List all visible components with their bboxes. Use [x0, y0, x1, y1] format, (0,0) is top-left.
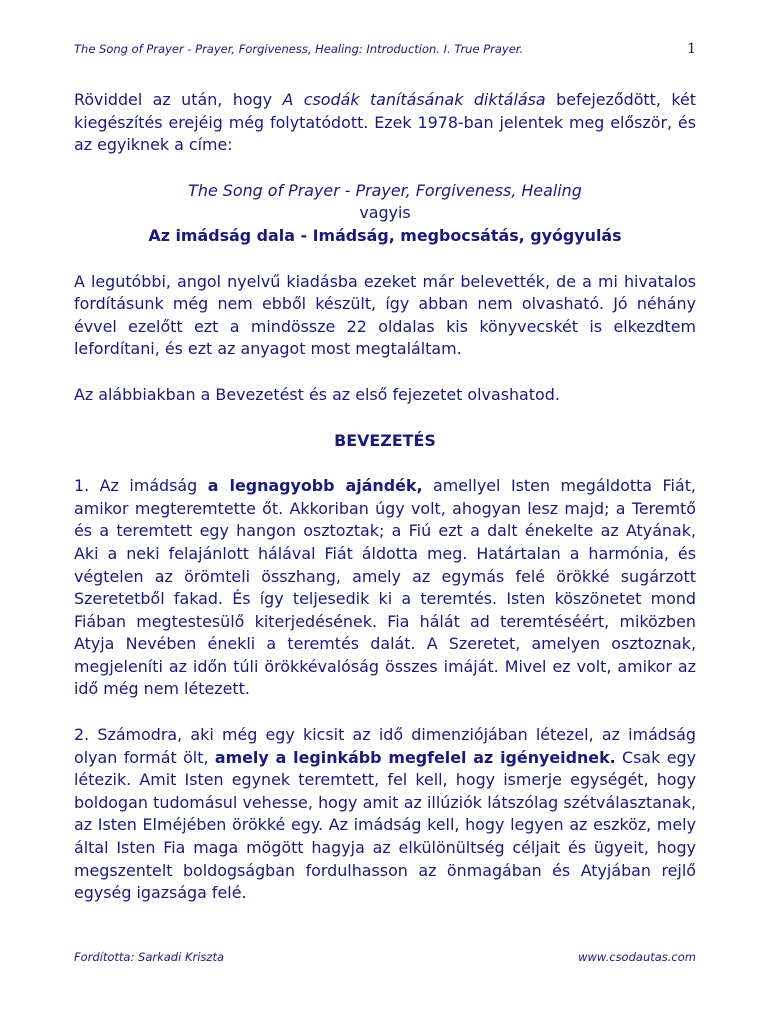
section-paragraph-1: [74, 475, 696, 701]
footer-website: www.csodautas.com: [578, 950, 696, 964]
intro-p1-italic-title: A csodák tanításának diktálása: [282, 90, 546, 109]
para2-text-a: 2. Számodra, aki még egy kicsit az idő dimenziójában létezel, az imádság olyan formát ölt,: [74, 725, 696, 767]
para1-text-b: amellyel Isten megáldotta Fiát, amikor megteremtette őt. Akkoriban úgy volt, ahogyan lesz majd; a Teremtő és a teremtett egy hangon osztoztak; a Fiú ezt a dalt énekelte az Atyának, Aki a neki felajánlott hálával Fiát áldotta meg. Határtalan a harmónia, és végtelen az örömteli összhang, amely az egymás felé örökké sugárzott Szeretetből fakad. És így teljesedik ki a teremtés. Isten köszönetet mond Fiában megtestesülő kiterjedésének. Fia hálát ad teremtéséért, miközben Atyja Nevében énekli a teremtés dalát. A Szeretet, amelyen osztoznak, megjeleníti az időn túli örökkévalóság összes imáját. Mivel ez volt, amikor az idő még nem létezett.: [74, 476, 696, 699]
book-title-hungarian: Az imádság dala - Imádság, megbocsátás, gyógyulás: [148, 225, 622, 245]
intro-p1-text-b: befejeződött, két kiegészítés erejéig még folytatódott. Ezek 1978-ban jelentek meg először, és az egyiknek a címe:: [74, 90, 696, 155]
intro-paragraph-2: A legutóbbi, angol nyelvű kiadásba ezeket már belevették, de a mi hivatalos fordításunk még nem ebből készült, így abban nem olvasható. Jó néhány évvel ezelőtt ezt a mindössze 22 oldalas kis könyvecskét is elkezdtem lefordítani, és ezt az anyagot most megtaláltam.: [74, 271, 696, 359]
intro-p1-text-a: Röviddel az után, hogy: [74, 90, 283, 109]
para2-text-b: Csak egy létezik. Amit Isten egynek teremtett, fel kell, hogy ismerje egységét, hogy boldogan tudomásul vehesse, hogy amit az illúziók látszólag szétválasztanak, az Isten Elméjében örökké egy. Az imádság kell, hogy legyen az eszköz, mely által Isten Fia maga mögött hagyja az elkülönültség céljait és ügyeit, hogy megszentelt boldogságban fordulhasson az önmagában és Atyjában rejlő egység igazsága felé.: [74, 747, 696, 903]
intro-paragraph-1: [74, 89, 696, 157]
section-heading: BEVEZETÉS: [334, 430, 436, 450]
section-paragraph-2: [74, 724, 696, 905]
book-title-connector: vagyis: [359, 203, 411, 223]
para1-bold: a legnagyobb ajándék,: [207, 476, 423, 496]
book-title-english: The Song of Prayer - Prayer, Forgiveness, Healing: [188, 180, 582, 200]
page-header: [74, 42, 696, 62]
document-body: [74, 89, 696, 905]
footer-translator: Fordította: Sarkadi Kriszta: [74, 950, 224, 964]
para2-bold: amely a leginkább megfelel az igényeidnek.: [214, 747, 616, 767]
page-number: 1: [687, 41, 696, 57]
page-footer: [74, 950, 696, 968]
para1-text-a: 1. Az imádság: [74, 476, 208, 496]
header-title: The Song of Prayer - Prayer, Forgiveness, Healing: Introduction. I. True Prayer.: [74, 42, 524, 56]
intro-paragraph-3: Az alábbiakban a Bevezetést és az első fejezetet olvashatod.: [74, 384, 560, 404]
